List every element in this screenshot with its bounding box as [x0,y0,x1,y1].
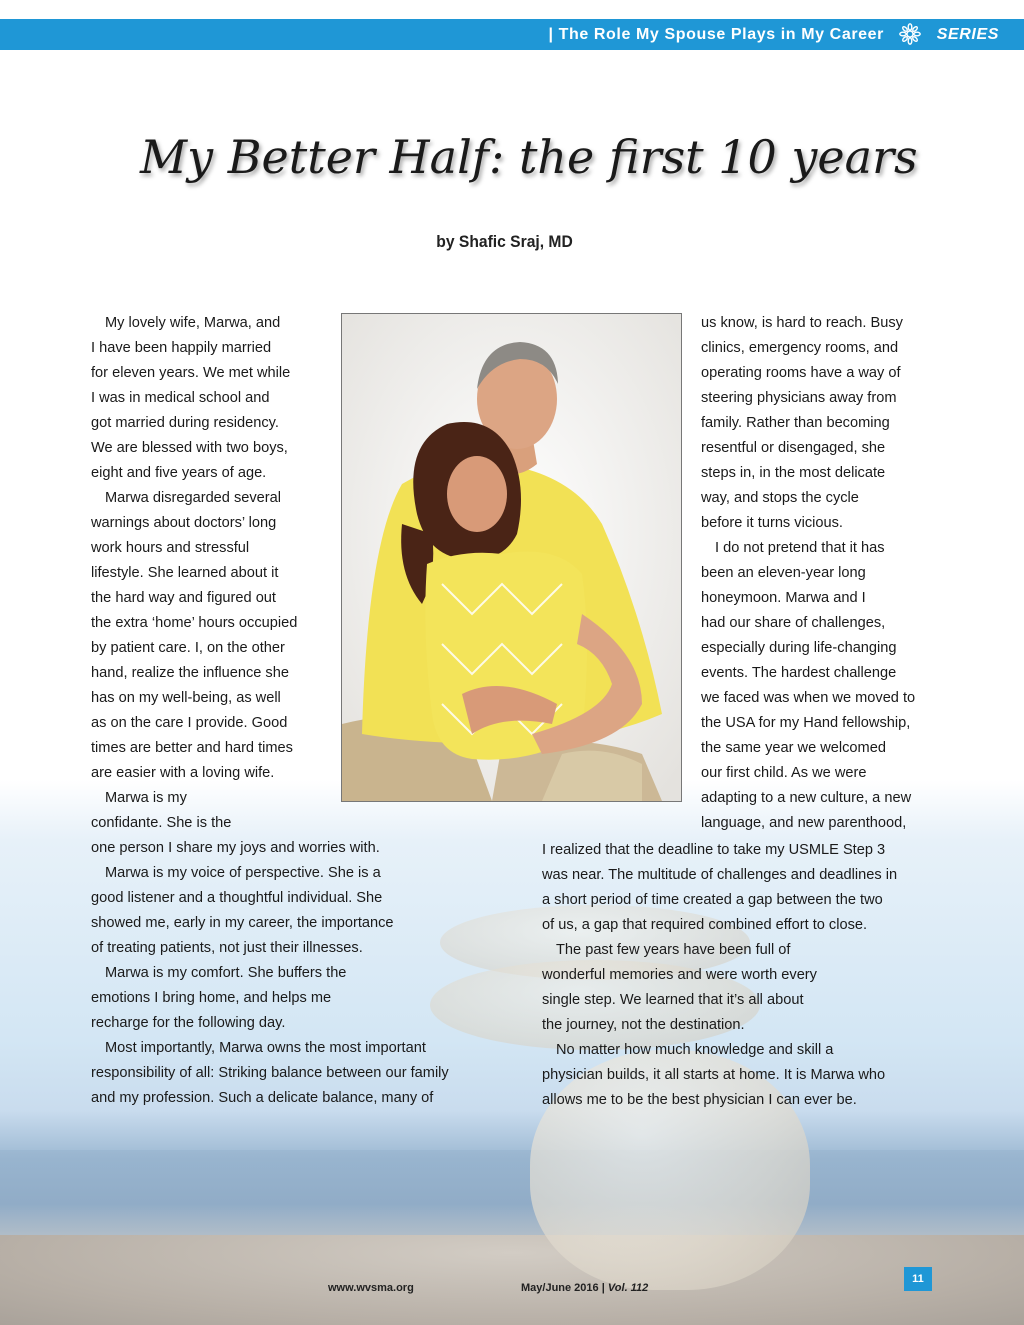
text-line: we faced was when we moved to [701,690,916,706]
text-line: as on the care I provide. Good [91,715,288,731]
text-line: the extra ‘home’ hours occupied [91,615,298,631]
text-line: Marwa is my voice of perspective. She is a [105,865,381,881]
text-line: I realized that the deadline to take my USMLE Step 3 [542,842,886,858]
text-line: way, and stops the cycle [701,490,859,506]
text-line: lifestyle. She learned about it [91,565,279,581]
byline-text: by Shafic Sraj, MD [436,232,573,251]
text-line: are easier with a loving wife. [91,765,275,781]
text-line: events. The hardest challenge [701,665,897,681]
text-line: the hard way and figured out [91,590,276,606]
text-line: The past few years have been full of [556,942,791,958]
text-line: and my profession. Such a delicate balance, many of [91,1090,434,1106]
text-line: one person I share my joys and worries with. [91,840,380,856]
footer-website-link[interactable]: www.wvsma.org [328,1282,414,1294]
text-line: the journey, not the destination. [542,1017,745,1033]
text-line: allows me to be the best physician I can ever be. [542,1092,857,1108]
page-number: 11 [904,1267,932,1291]
text-line: wonderful memories and were worth every [542,967,817,983]
text-line: eight and five years of age. [91,465,267,481]
text-line: physician builds, it all starts at home. It is Marwa who [542,1067,886,1083]
text-line: by patient care. I, on the other [91,640,285,656]
text-line: has on my well-being, as well [91,690,281,706]
text-line: operating rooms have a way of [701,365,901,381]
text-line: us know, is hard to reach. Busy [701,315,903,331]
text-line: the USA for my Hand fellowship, [701,715,911,731]
text-line: Marwa is my comfort. She buffers the [105,965,347,981]
text-line: recharge for the following day. [91,1015,286,1031]
text-line: adapting to a new culture, a new [701,790,912,806]
text-line: honeymoon. Marwa and I [701,590,866,606]
article-bottom-right-column [542,838,897,1113]
text-line: responsibility of all: Striking balance between our family [91,1065,449,1081]
background-shore [0,1235,1024,1325]
series-label: SERIES [936,26,999,43]
article-left-column [91,311,449,1111]
text-line: work hours and stressful [91,540,250,556]
text-line: got married during residency. [91,415,279,431]
text-line: Marwa disregarded several [105,490,282,506]
text-line: We are blessed with two boys, [91,440,288,456]
text-line: single step. We learned that it’s all about [542,992,804,1008]
article-byline [40,232,982,252]
text-line: of us, a gap that required combined effort to close. [542,917,868,933]
footer-issue-date: May/June 2016 | [521,1282,605,1294]
text-line: showed me, early in my career, the importance [91,915,394,931]
text-line: our first child. As we were [701,765,867,781]
text-line: confidante. She is the [91,815,232,831]
flower-ornament-icon [899,23,921,45]
text-line: was near. The multitude of challenges and deadlines in [542,867,898,883]
background-sea [0,1150,1024,1240]
article-right-column [701,311,915,836]
text-line: especially during life-changing [701,640,897,656]
text-line: language, and new parenthood, [701,815,907,831]
section-title: | The Role My Spouse Plays in My Career [548,26,884,43]
footer-issue [521,1282,648,1294]
footer-volume: Vol. 112 [607,1282,649,1294]
text-line: hand, realize the influence she [91,665,289,681]
text-line: warnings about doctors’ long [91,515,277,531]
text-line: before it turns vicious. [701,515,843,531]
article-title: My Better Half: the first 10 years [140,130,918,184]
header-bar [0,19,1024,50]
text-line: for eleven years. We met while [91,365,291,381]
text-line: I was in medical school and [91,390,270,406]
text-line: I do not pretend that it has [715,540,885,556]
text-line: steering physicians away from [701,390,897,406]
text-line: been an eleven-year long [701,565,866,581]
text-line: emotions I bring home, and helps me [91,990,332,1006]
text-line: times are better and hard times [91,740,293,756]
text-line: a short period of time created a gap between the two [542,892,883,908]
text-line: family. Rather than becoming [701,415,890,431]
text-line: clinics, emergency rooms, and [701,340,899,356]
text-line: My lovely wife, Marwa, and [105,315,281,331]
text-line: steps in, in the most delicate [701,465,886,481]
text-line: the same year we welcomed [701,740,886,756]
text-line: No matter how much knowledge and skill a [556,1042,834,1058]
text-line: Marwa is my [105,790,187,806]
text-line: Most importantly, Marwa owns the most important [105,1040,426,1056]
text-line: I have been happily married [91,340,272,356]
text-line: had our share of challenges, [701,615,886,631]
text-line: of treating patients, not just their illnesses. [91,940,363,956]
text-line: resentful or disengaged, she [701,440,886,456]
text-line: good listener and a thoughtful individual. She [91,890,383,906]
